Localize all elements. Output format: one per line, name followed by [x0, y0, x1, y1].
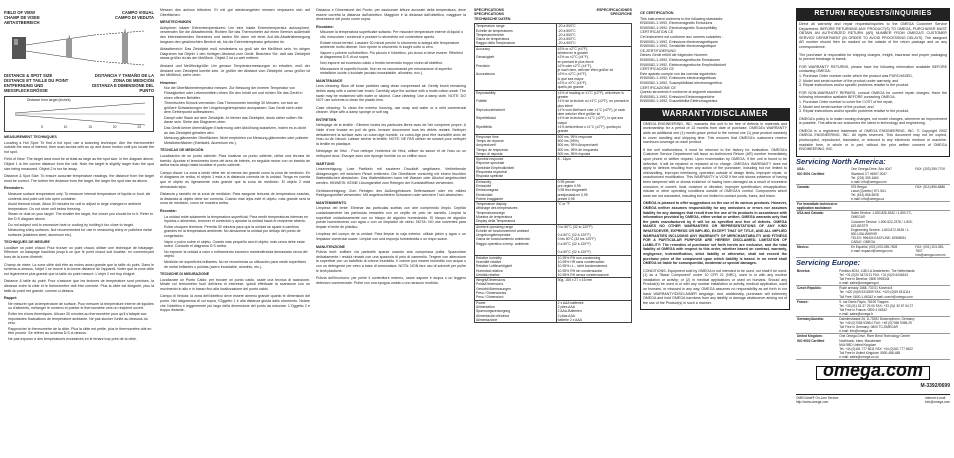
entretien-heading: ENTRETIEN: [316, 117, 337, 122]
location-cell: Czech Republic:: [796, 286, 838, 299]
spec-label: Relative humidity Humidité relative Relative Luftfeuchtigkeit Humedad relativa Umidità relativa: [475, 255, 557, 277]
location-cell: Germany/Austria:: [796, 317, 838, 334]
returns-para: FOR NON-WARRANTY REPAIRS, consult OMEGA for current repair charges. Have the following information available BEFORE contacting OMEGA: 1. Purchase Order number to cover the COST of the repair, 2. Model and serial number of the product, and 3. Repair instructions and/or specific problems relative to the product.: [799, 90, 947, 114]
location-cell: [914, 211, 950, 245]
ds-tick: 10: [63, 125, 68, 130]
location-cell: For immediate technical or application assistance:: [796, 202, 850, 211]
returns-para: The purchaser is responsible for shipping charges, freight, insurance and proper packaging to prevent breakage in transit.: [799, 52, 947, 62]
mantenimiento-heading: MANTENIMIENTO: [316, 200, 347, 205]
spec-value: 0.95 preset pré-réglée 0,95 0,95 fest eingestellt preajustada en 0,95 preset 0,95: [556, 179, 631, 201]
es-para: Campo visual: La zona a medir debe ser al menos tan grande como la zona de medición. En el diagrama de arriba, el objeto 1 está a la distancia correcta de la unidad. Tenga en cuenta que el objeto es ligeramente más grande que la zona de medición. El objeto 2 está demasiado lejos.: [160, 170, 310, 189]
reminder-item: Do not subject unit to excessive heat or cooling by holding it too close to target.: [8, 222, 134, 227]
it-para: Localizzare un Punto Caldo: per trovare un punto caldo, usate una tecnica di scansione. Mirate col termometro fuori dell'area di interesse, quindi effettuate la scansione con un movimento in alto e in basso fino alla localizzazione del punto caldo.: [160, 277, 310, 291]
location-cell: FAX: (514) 856-6886: [914, 184, 950, 201]
es-note: Medición de superficies brillantes. No se recomienda su utilización para medir superficies de metal brillantes o pulidas (acero inoxidable, aluminio, etc.).: [164, 259, 307, 269]
spec-row: [475, 90, 632, 134]
de-para: Abstand und Meßfleckgröße: Um genaue Temperaturmessungen zu erhalten, muß der Abstand vom Zielobjekt korrekt sein. Je größer der Abstand vom Zielobjekt, umso größer ist der Meßfleck, siehe oben.: [160, 63, 310, 78]
de-para: Aufspüren lokaler Extremtemperaturen: Um eine lokale Extremtemperatur aufzuspüren, verwenden Sie die Abtasttechnik. Richten Sie das Thermometer auf einen Bereich außerhalb des interessierenden Bereiches und tasten Sie dann mit einer Auf-/Ab-Abwärtsbewegung langsam den gewünschten Bereich ab, bis die Extremtemperatur gefunden ist.: [160, 25, 310, 44]
mantenimiento-para: Limpieza del cuerpo de la unidad: Para limpiar la caja exterior, utilizar jabón y agua o un limpiador comercial suave. Limpiar con una esponja humedecida o un trapo suave.: [316, 232, 466, 241]
spec-value: ±1% of reading or ±1°C (±2°F), whichever is greater ±1% de la lecture ou ±1°C (±2°F), en prenant le plus élevé ±1% vom Meßwert oder ±1°C (±2°F), je nach dem welcher Wert größer ist ±1% de la lectura o ±1°C (±2°F), lo que sea mayor ±1% della lettura o ±1°C (±2°F), quella più grande: [556, 90, 631, 134]
spec-value: °C or °F: [556, 202, 631, 224]
ds-diagram-label: Distance from target (inches): [27, 98, 71, 102]
column-warranty: [640, 0, 790, 458]
returns-para: OMEGA's policy is to make running changes, not model changes, whenever an improvement is possible. This affords our customers the latest in technology and engineering.: [799, 116, 947, 126]
spec-title-right: ESPECIFICACIONES SPECIFICHE: [596, 8, 632, 17]
location-row: [796, 286, 950, 299]
spec-label: Weight/Dimensions Poids/Dimensions Gewicht/Abmessungen Peso / Dimensiones Peso / Dimensioni: [475, 278, 557, 300]
spec-row: [475, 224, 632, 255]
entretien-para: Nettoyage de l'étui : Pour nettoyer l'extérieur de l'étui, utiliser du savon et de l'eau ou un nettoyant doux. Essuyer avec une éponge humide ou un chiffon doux.: [316, 149, 466, 159]
spec-row: [475, 278, 632, 300]
it-heading: TECNICHE DI MISURAZIONE: [160, 272, 210, 277]
warranty-title: WARRANTY/DISCLAIMER: [640, 108, 790, 120]
es-recordar-heading: Recordar:: [160, 208, 177, 213]
spec-value: 2 x AAA batteries 2 piles AAA 2 AAA-Batterien 2 pilas AAA batterie 2 x AAA: [556, 300, 631, 322]
meas-para: Distance & Spot Size: To ensure accurate temperature readings, the distance from the target must be correct. The further the distance from the target, the larger the spot size as above.: [4, 174, 154, 183]
manutenzione-heading: MANUTENZIONE: [316, 244, 345, 249]
it-note: Misurazione di superfici lucide. Non se ne raccomanda per misurazione di superfici metalliche lucide o lucidate (acciaio inossidabile, alluminio, ecc.).: [320, 66, 452, 76]
spec-row: [475, 157, 632, 179]
spec-title-left: SPECIFICATIONS SPECIFICATIONS TECHNISCHE DATEN: [474, 8, 511, 21]
maintenance-heading: MAINTENANCE: [316, 78, 343, 83]
column-specifications: [474, 0, 632, 458]
spec-label: Emissivity Emissivité Emissionsgrad Emisividad Potere irraggiante: [475, 179, 557, 201]
location-cell: FAX: (001) 203-359-7807 info@omega.com.mx: [914, 245, 950, 258]
location-cell: France:: [796, 299, 838, 316]
location-row: [796, 299, 950, 316]
de-intro: Messen des aufzuw bittrolers. Er mit gut wiederangeben messen verpassen sich auf Oberflächen.: [160, 8, 310, 17]
location-cell: 976 Bergar Laval (Quebec) H7L 5A1 Tel: (514) 856-6928 e-mail: info@omega.ca: [850, 184, 914, 201]
spec-label: Response time Temps de réponse Ansprechzeit Tiempo de respuesta Tempo di risposta: [475, 134, 557, 156]
location-row: [796, 317, 950, 334]
es-para: Localización de un punto caliente: Para localizar un punto caliente, utilice una técnica de barrido. Apuntar el termómetro fuera del área de interés, en seguida mover con un barrido de arriba hacia abajo hasta localizar el punto caliente.: [160, 154, 310, 168]
column-fov: [4, 0, 154, 450]
fr-reminder: Ne mesurer que la température de surface. Pour mesurer la température interne de liquides ou d'aliments, mélanger le contenu et pointer le thermomètre vers un récipient ouvert.: [8, 301, 154, 311]
omega-logo: [816, 359, 930, 380]
north-america-title: Servicing North America:: [796, 156, 886, 166]
spec-value: ±2% or ±2°C (±4°F), whichever is greater ±2% ou ±2°C (±4°F), en prenant le plus élevé ±2% oder ±2°C (±4°F), je nach dem, welcher Wert größer ist ±2% o ±2°C (±4°F), lo que sea mayor ±2% o ±2°C (±4°F), quello più grande: [556, 46, 631, 90]
es-note: Evitar choques térmicos. Permita 30 minutos para que la unidad se ajuste a cambios grandes en la temperatura ambiente. No almacenar la unidad por debajo del punto de congelación.: [164, 224, 301, 238]
column-returns: [796, 0, 950, 458]
europe-title: Servicing Europe:: [796, 258, 861, 268]
location-row: [796, 202, 950, 211]
es-note: La unidad mide solamente la temperatura superficial. Para medir temperaturas internas en líquidos o alimentos, remover el contenido y apuntar la unidad hacia el recipiente abierto.: [164, 214, 309, 224]
returns-para: FOR WARRANTY RETURNS, please have the following information available BEFORE contacting OMEGA: 1. Purchase Order number under which the product was PURCHASED, 2. Model and serial number of the product under warranty, and 3. Repair instructions and/or specific problems relative to the product.: [799, 64, 947, 88]
it-ricordate-heading: Ricordate:: [316, 24, 334, 29]
location-row: [796, 334, 950, 360]
spec-label: Power Alimentation Spannungsversorgung Alimentación eléctrica Alimentazione: [475, 300, 557, 322]
location-cell: [850, 202, 914, 211]
reminder-item: Avoid thermal shock. Allow 30 minutes for unit to adjust to large changes in ambient temperature. Do not store unit below freezing.: [8, 202, 141, 211]
location-cell: Daimlerstrasse 26, D-75392 Deckenpfronn, Germany Tel: +49 (0)7056 9398-0 FAX: +49 (0)7056 9398-29 Toll Free in Germany: 0800 TC-OMEGA® e-mail: info@omega.de: [838, 317, 950, 334]
spec-row: [475, 255, 632, 277]
location-cell: 9, rue Denis Papin, 78190 Trappes Tel: +33 (0)1 61 37 29 00 FAX: +33 (0)1 30 57 54 27 Toll Free in France: 0800 4 06342 e-mail: sales@omega.fr: [838, 299, 950, 316]
fr-reminder: Éviter les chocs thermiques. Allouer 30 minutes au thermomètre pour qu'il s'adapte aux importantes fluctuations de température ambiante. Ne pas stocker l'unité au dessous du zéro.: [8, 312, 148, 326]
column-de-es: [160, 0, 310, 458]
fov-title-left: FIELD OF VIEW CHAMP DE VISEE ABTASTBEREICH: [4, 10, 40, 25]
spec-label: Repeatability Fidélité Reproduzierbarkeit Repetibilidad Ripetibilità: [475, 90, 557, 134]
de-note: Messung glänzender Oberflächen. Nicht empfohlen zur Messung glänzender oder polierter Metalloberflächen (Edelstahl, Aluminium etc.).: [164, 136, 309, 145]
reminder-item: Steam or dust on your target. The smaller the target, the closer you should be to it. Refer to the D:S diagram above.: [8, 212, 153, 221]
spec-value: -20 à 500°C -20 à 500°C -20 à 500°C -20 à 500°C -20 à 500°C: [556, 24, 631, 46]
location-cell: [914, 202, 950, 211]
wartung-para: Gehäusereinigung: Zum Reinigen des Außengehäuses Seifenwasser oder ein mildes Reinigungsmittel verwenden. Mit angefeuchtetem Schwamm oder weichem Tuch abwischen.: [316, 188, 466, 198]
ds-tick: 25: [137, 125, 141, 130]
warranty-para: If the unit malfunctions, it must be returned to the factory for evaluation. OMEGA's Customer Service Department will issue an Authorized Return (AR) number immediately upon phone or written request. Upon examination by OMEGA, if the unit is found to be defective, it will be repaired or replaced at no charge. OMEGA's WARRANTY does not apply to defects resulting from any action of the purchaser, including but not limited to mishandling, improper interfacing, operation outside of design limits, improper repair, or unauthorized modification. This WARRANTY is VOID if the unit shows evidence of having been tampered with or shows evidence of having been damaged as a result of excessive corrosion; or current, heat, moisture or vibration; improper specification; misapplication; misuse or other operating conditions outside of OMEGA's control. Components which wear are not warranted, including but not limited to contact points, fuses, and triacs.: [643, 147, 787, 198]
spec-table: [474, 23, 632, 323]
fr-para: Distance & taille du point: Pour s'assurer que les lectures de température sont précises, la distance entre la cible et le thermomètre doit être correcte. Plus la cible est éloignée, plus la taille du point est grande, comme ci-dessus.: [4, 279, 154, 293]
it-para: Campo di Veduta: la zona dell'obiettivo deve essere almeno grande quanto le dimensioni del punto. Nel diagramma di cui sopra, l'Oggetto 1 è alla distanza giusta dallo strumento. Notare che l'obiettivo è leggermente più largo della dimensione del punto da misurare. L'Oggetto 2 è troppo distante.: [160, 294, 310, 313]
north-america-table: [796, 167, 950, 258]
ds-tick: 5: [41, 125, 43, 130]
footer-bar: [796, 394, 950, 404]
spec-row: [475, 179, 632, 201]
mantenimiento-para: Limpieza del lente: Eliminar las partículas sueltas con aire comprimido limpio. Cepillar cuidadosamente las partículas restantes con un cepillo de pelo de camello. Limpiar la superficie cuidadosamente con un hisopo de algodón humedecido. El hisopo de algodón puede humedecerse con agua o con un limpiador de vidrio. NOTA: NO use solventes para limpiar el lente de plástico.: [316, 206, 466, 229]
warranty-para: OMEGA is pleased to offer suggestions on the use of its various products. However, OMEGA neither assumes responsibility for any omissions or errors nor assumes liability for any damages that result from the use of its products in accordance with information provided by OMEGA, either verbal or written. OMEGA warrants only that the parts manufactured by it will be as specified and free of defects. OMEGA MAKES NO OTHER WARRANTIES OR REPRESENTATIONS OF ANY KIND WHATSOEVER, EXPRESS OR IMPLIED, EXCEPT THAT OF TITLE, AND ALL IMPLIED WARRANTIES INCLUDING ANY WARRANTY OF MERCHANTABILITY AND FITNESS FOR A PARTICULAR PURPOSE ARE HEREBY DISCLAIMED. LIMITATION OF LIABILITY: The remedies of purchaser set forth herein are exclusive, and the total liability of OMEGA with respect to this order, whether based on contract, warranty, negligence, indemnification, strict liability or otherwise, shall not exceed the purchase price of the component upon which liability is based. In no event shall OMEGA be liable for consequential, incidental or special damages.: [643, 201, 787, 266]
it-note: Non esporre ad eccessivo caldo o freddo tenendolo troppo vicino all'obiettivo.: [320, 60, 444, 65]
es-heading: TÉCNICAS DE MEDICIÓN: [160, 148, 204, 153]
maintenance-para: Case cleaning: To clean the exterior housing, use soap and water or a mild commercial cleaner. Wipe with a damp sponge or soft rag.: [316, 105, 466, 115]
footer-email: Internet e-mail info@omega.com: [924, 396, 950, 405]
spec-row: [475, 46, 632, 90]
spec-row: [475, 202, 632, 224]
location-row: [796, 211, 950, 245]
ds-title-right: DISTANCIA Y TAMAÑO DE LA ZONA DE MEDICIÓN DISTANZA E DIMENSIONE DEL PUNTO: [92, 73, 154, 93]
es-para: Distancia y tamaño de la zona de medición: Para asegurar lecturas de temperatura exactas, la distancia al objeto debe ser correcta. Cuanto más lejos esté el objeto, más grande será la zona de medición, como se muestra arriba.: [160, 192, 310, 206]
entretien-para: Nettoyage de la lentille : Eliminer toutes les particules libres avec de l'air comprimé propre. A l'aide d'une brosse en poil de grès, brosser doucement tous les débris restant. Nettoyer délicatement la surface avec un coton-tige humide. Le coton-tige peut être humidifié avec de l'eau ou de l'alcool. Laisser sécher la lentille. NOTE: NE PAS utiliser de solvant pour nettoyer la lentille en plastique.: [316, 123, 466, 146]
location-cell: One Omega Drive, Box 4047 Stamford CT 06907-0047 Tel: (203) 359-1660 e-mail: info@omega.com: [850, 167, 914, 184]
location-cell: Canada:: [796, 184, 850, 201]
svg-text:2: 2: [124, 29, 127, 33]
spec-label: Temperature display Affichage des températures Temperaturanzeige Muestra de temperatura Display della Temperatura: [475, 202, 557, 224]
spec-label: Spectral response Réponse spectrale Spektrale Empfindlichkeit Respuesta espectral Risposta spettrale: [475, 157, 557, 179]
de-note: Das Gerät keiner übermäßigen Erwärmung oder Abkühlung aussetzen, indem es zu dicht an das Zielobjekt gehalten wird.: [164, 126, 307, 135]
warranty-para: CONDITIONS: Equipment sold by OMEGA is not intended to be used, nor shall it be used: (1) as a "Basic Component" under 10 CFR 21 (NRC), used in or with any nuclear installation or activity; or (2) in medical applications or used on humans. Should any Product(s) be used in or with any nuclear installation or activity, medical application, used on humans, or misused in any way, OMEGA assumes no responsibility as set forth in our basic WARRANTY/DISCLAIMER language, and, additionally, purchaser will indemnify OMEGA and hold OMEGA harmless from any liability or damage whatsoever arising out of the use of the Product(s) in such a manner.: [643, 268, 787, 305]
spec-value: 0 to 50°C (32 to 120°F) 0 à 50°C (32 à 120°F) 0 bis 50°C (32 bis 120°F) 0 a 50°C (32 a 120°F) 0 a 50°C (32 a 120°F): [556, 224, 631, 255]
location-row: [796, 167, 950, 184]
location-row: [796, 184, 950, 201]
de-note: Dampf oder Staub auf dem Zielobjekt. Je kleiner das Zielobjekt, desto näher sollten Sie daran sein. Siehe das Diagramm oben.: [164, 115, 303, 125]
europe-table: [796, 269, 950, 360]
fr-heading: TECHNIQUES DE MESURE: [4, 240, 50, 245]
svg-text:1: 1: [68, 34, 71, 39]
fr-para: Champ de visée: La zone cible doit être au moins aussi grande que la taille du point. Dans le schéma ci-dessus, l'objet 1 se trouve à la bonne distance de l'appareil. Noter que la zone cible est légèrement plus grande que la taille du point mesuré. L'objet 2 est trop éloigné.: [4, 262, 154, 276]
it-para: Distanza e Dimensione del Punto: per assicurare letture accurate della temperatura, deve essere corretta la distanza dall'obiettivo. Maggiore è la distanza dall'obiettivo, maggiore la dimensione del punto come sopra.: [316, 8, 466, 22]
fov-diagram: [4, 29, 154, 69]
reminders-heading: Reminders:: [4, 186, 24, 191]
manutenzione-para: Pulizia lenti: soffiare via particelle sparse usando aria compressa pulita. Spazzolare delicatamente i residui rimasti con una spazzola di pelo di cammello. Tergere con attenzione la superficie con un batuffolo di cotone inumidito. Il cotone può essere inumidito con acqua o con un detergente per vetro a base di ammoniaca. NOTA: NON fare uso di solventi per pulire le lenti plastiche.: [316, 250, 466, 273]
it-note: Vapore o polvere sull'obiettivo. Più piccolo è l'obiettivo, più vicino si deve essere. Riferitevi al diagramma D:S di cui sopra.: [320, 50, 463, 60]
spec-value: 50g, 150 x 27 x 16 mm: [556, 278, 631, 300]
es-note: No exponer la unidad a calor o enfriamiento excesivo manteniéndola demasiado cerca del objeto.: [164, 249, 308, 259]
location-cell: Mexico:: [796, 245, 850, 258]
meas-heading: MEASUREMENT TECHNIQUES: [4, 135, 57, 139]
spec-row: [475, 24, 632, 46]
fr-rappel-heading: Rappel:: [4, 296, 18, 301]
spec-row: [475, 134, 632, 156]
warranty-para: OMEGA ENGINEERING, INC. warrants this unit to be free of defects in materials and workmanship for a period of 13 months from date of purchase. OMEGA's WARRANTY adds an additional one (1) month grace period to the normal one (1) year product warranty to cover handling and shipping time. This ensures that OMEGA's customers receive maximum coverage on each product.: [643, 121, 787, 145]
spec-value: 8 - 14μm: [556, 157, 631, 179]
ds-title-left: DISTANCE & SPOT SIZE DISTANCE ET TAILLE DU POINT ENTFERNUNG UND MESSFLECKGRÖSSE: [4, 73, 69, 93]
de-note: Thermischen Schock vermeiden. Das Thermometer benötigt 30 Minuten, um sich an größere Schwankungen der Umgebungstemperatur anzupassen. Das Gerät nicht unter dem Gefrierpunkt aufbewahren.: [164, 101, 303, 115]
meas-para: Locating a Hot Spot: To find a hot spot, use a scanning technique. Aim the thermometer outside the area of interest, then scan across with an up and down motion until you locate the hot spot.: [4, 140, 154, 154]
doc-id: M-3392/0699: [920, 382, 950, 389]
location-row: [796, 269, 950, 286]
spec-value: 500 ms, 95% response 500 ms (95%) 500 ms, 95% Ansprechzeit 500 ms, 95% de respuesta 500 ms, 95% risposta: [556, 134, 631, 156]
spec-label: Accuracy Genauigkeit Precisión Accuratezza: [475, 46, 557, 90]
ds-tick: 20: [112, 125, 117, 130]
de-note: Nur die Oberflächentemperatur messen. Zur Messung der inneren Temperatur von Flüssigkeiten oder Lebensmitteln rühren Sie den Inhalt um und richten Sie das Gerät in einen offenen Behälter.: [164, 86, 303, 100]
column-maintenance: [316, 0, 466, 458]
de-hinweise-heading: Hinweise:: [160, 80, 177, 85]
ds-tick: 15: [88, 125, 92, 130]
location-cell: USA: ISO 9001 Certified: [796, 167, 850, 184]
location-cell: Sales Service: 1-800-826-6342 / 1-800-TC-OMEGA® Customer Service: 1-800-622-2378 / 1-800-622-BEST® Engineering Service: 1-800-872-9436 / 1-800-USA-WHEN® TELEX: 996404 EASYLINK: 62968934 CABLE: OMEGA: [851, 211, 913, 245]
it-note: Misurare la temperatura superficiale soltanto. Per misurare temperature interne di liquidi o cibi, mescolare i contenuti e puntare lo strumento nel contenitore aperto.: [320, 30, 463, 39]
wartung-para: Linsenreinigung: Lose Partikeln mit sauberer Druckluft wegblasen. Verbleibende Ablagerungen mit weichem Pinsel entfernen. Die Oberfläche vorsichtig mit einem feuchten Wattestäbchen abwischen. Das Wattestäbchen kann mit Wasser oder Alkohol angefeuchtet werden. HINWEIS: KEINE Lösungsmittel zum Reinigen der Kunststofflinse verwenden.: [316, 167, 466, 185]
spec-value: 10-95% RH non-condensing 10-95% HR sans condensation 10-95% r.L., nicht kondensierend 10-95% RH sin condensación 10-95% RH senza condensazione: [556, 255, 631, 277]
location-cell: FAX: (203) 359-7700: [914, 167, 950, 184]
spec-row: [475, 300, 632, 322]
return-requests-title: RETURN REQUESTS/INQUIRIES: [796, 8, 950, 20]
reminder-item: Measuring shiny surfaces. Not recommended for use in measuring shiny or polished metal surfaces (stainless steel, aluminum etc).: [8, 228, 152, 237]
location-cell: USA and Canada:: [796, 211, 850, 245]
fr-para: Localiser un point chaud: Pour trouver un point chaud, utiliser une technique de balayage. Effectuer un balayage haut/bas jusqu'à ce que le point chaud soit localisé, en commençant hors de la zone d'intérêt.: [4, 245, 154, 260]
spec-label: Ambient operating range Echelle de fonctionnement ambiant Umgebungstemperatur Gama de funcionamiento ambiental Raggio operativo a temp. ambiente: [475, 224, 557, 255]
fr-reminder: Rapprocher le thermomètre de la cible. Plus la cible est petite, plus le thermomètre doit en être proche. Se référer au schéma D:S ci-dessus.: [8, 326, 152, 336]
it-note: Evitate shock termici. Lasciare 30 minuti perché lo strumento si adegui alle temperature ambiente molto diverse. Non riporre lo strumento in luoghi sotto lo zero.: [320, 40, 460, 50]
location-cell: En Español: (001) 203-359-7803 e-mail: espanol@omega.com: [850, 245, 914, 258]
location-cell: Rudé armády 1868, 733 01 Karviná 8 Tel: +420 (0)69 6311899 FAX: +420 (0)69 6311114 Toll Free: 0800-1-66342 e-mail: czech@omega.com: [838, 286, 950, 299]
es-note: Vapor o polvo sobre el objeto. Cuanto más pequeño sea el objeto, más cerca debe estar usted. Consulte el diagrama D:S arriba.: [164, 239, 305, 249]
manutenzione-para: Pulizia dell'involucro: per pulire il contenitore esterno, usare sapone e acqua o un leggero detersivo commerciale. Pulire con una spugna umida o uno straccio morbido.: [316, 276, 466, 285]
fr-reminder: Ne pas exposer à des températures excessives en le tenant trop près de la cible.: [8, 336, 137, 341]
reminder-item: Measure surface temperature only. To measure internal temperature of liquids or food, stir contents and point unit into open container.: [8, 191, 151, 201]
spec-label: Temperature range Echelle de températures Temperaturbereich Gama de temperatura Raggio della Temperatura: [475, 24, 557, 46]
location-cell: Benelux:: [796, 269, 838, 286]
omega-logo-text: omega.com: [822, 359, 924, 380]
meas-para: Field of View: The target area must be at least as large as the spot size. In the diagram above, Object 1 is the correct distance from the unit. Note the target is slightly larger than the spot size being measured. Object 2 is too far away.: [4, 157, 154, 171]
de-para: Abtastbereich: Das Zielobjekt muß mindestens so groß wie der Meßfleck sein. Im obigen Diagramm hat Objekt 1 den richtigen Abstand zum Gerät. Beachten Sie, daß das Zielobjekt etwas größer ist als der Meßfleck. Objekt 2 ist zu weit entfernt.: [160, 47, 310, 61]
location-cell: One Omega Drive, River Bend Technology Centre Northbank, Irlam, Manchester M44 5BD United Kingdom Tel: +44 (0)161 777 6611 FAX: +44 (0)161 777 6622 Toll Free in United Kingdom: 0800-488-488 e-mail: sales@omega.co.uk: [838, 334, 950, 360]
location-cell: Postbus 8034, 1180 LA Amstelveen, The Netherlands Tel: +31 (0)20 3472121 FAX: +31 (0)20 6434643 Toll Free in Benelux: 0800 0993344 e-mail: sales@omegaeng.nl: [838, 269, 950, 286]
wartung-heading: WARTUNG: [316, 161, 335, 166]
de-heading: MESSTECHNIKEN: [160, 20, 192, 25]
location-cell: United Kingdom: ISO 9002 Certified: [796, 334, 838, 360]
returns-para: OMEGA is a registered trademark of OMEGA ENGINEERING, INC. © Copyright 2002 OMEGA ENGINEERING, INC. All rights reserved. This document may not be copied, photocopied, reproduced, translated, or reduced to any electronic medium or machine-readable form, in whole or in part, without the prior written consent of OMEGA ENGINEERING, INC.: [799, 128, 947, 152]
ce-text: This instrument conforms to the following standards: EN50081-1:1992, Electromagnetic Emissions EN50082-1:1992, Electromagnetic Susceptibility CERTIFICATION CE Cet instrument est conforme aux normes suivantes : EN50081-1:1992, Emissions électromagnétiques EN50082-1:1992, Sensibilité électromagnétique CE-ZERTIFIZIERUNG Dieses Gerät erfüllt die folgenden Normen: EN50081-1:1992, Elektromagnetische Emissionen EN50082-1:1992, Elektromagnetische Empfindlichkeit CERTIFICACIÓN CE Este aparato cumple con las normas siguientes: EN50081-1:1992, Emisiones electromagnéticas EN50082-1:1992, Susceptibilidad electromagnética CERTIFICAZIONE CE Questo strumento è conforme ai seguenti standard: EN50081-1:1992, Emissioni Elettromagnetiche EN50082-1:1992, Suscettibilità Elettromagnetica: [640, 16, 726, 104]
fov-title-right: CAMPO VISUAL CAMPO DI VEDUTA: [114, 10, 154, 20]
returns-para: Direct all warranty and repair requests/inquiries to the OMEGA Customer Service Department. BEFORE RETURNING ANY PRODUCT(S) TO OMEGA, PURCHASER MUST OBTAIN AN AUTHORIZED RETURN (AR) NUMBER FROM OMEGA'S CUSTOMER SERVICE DEPARTMENT (IN ORDER TO AVOID PROCESSING DELAYS). The assigned AR number should then be marked on the outside of the return package and on any correspondence.: [799, 22, 947, 49]
location-row: [796, 245, 950, 258]
maintenance-para: Lens cleaning: Blow off loose particles using clean compressed air. Gently brush remaining debris away with a camel hair brush. Carefully wipe the surface with a moist cotton swab. The swab may be moistened with water or alcohol. Case cleaning: Use a damp cloth. NOTE: DO NOT use solvents to clean the plastic lens.: [316, 84, 466, 103]
ds-diagram: [4, 96, 154, 132]
footer-address: OMEGAnet® On-Line Service http://www.omega.com: [796, 396, 839, 405]
ce-heading: CE CERTIFICATION: [640, 11, 674, 15]
